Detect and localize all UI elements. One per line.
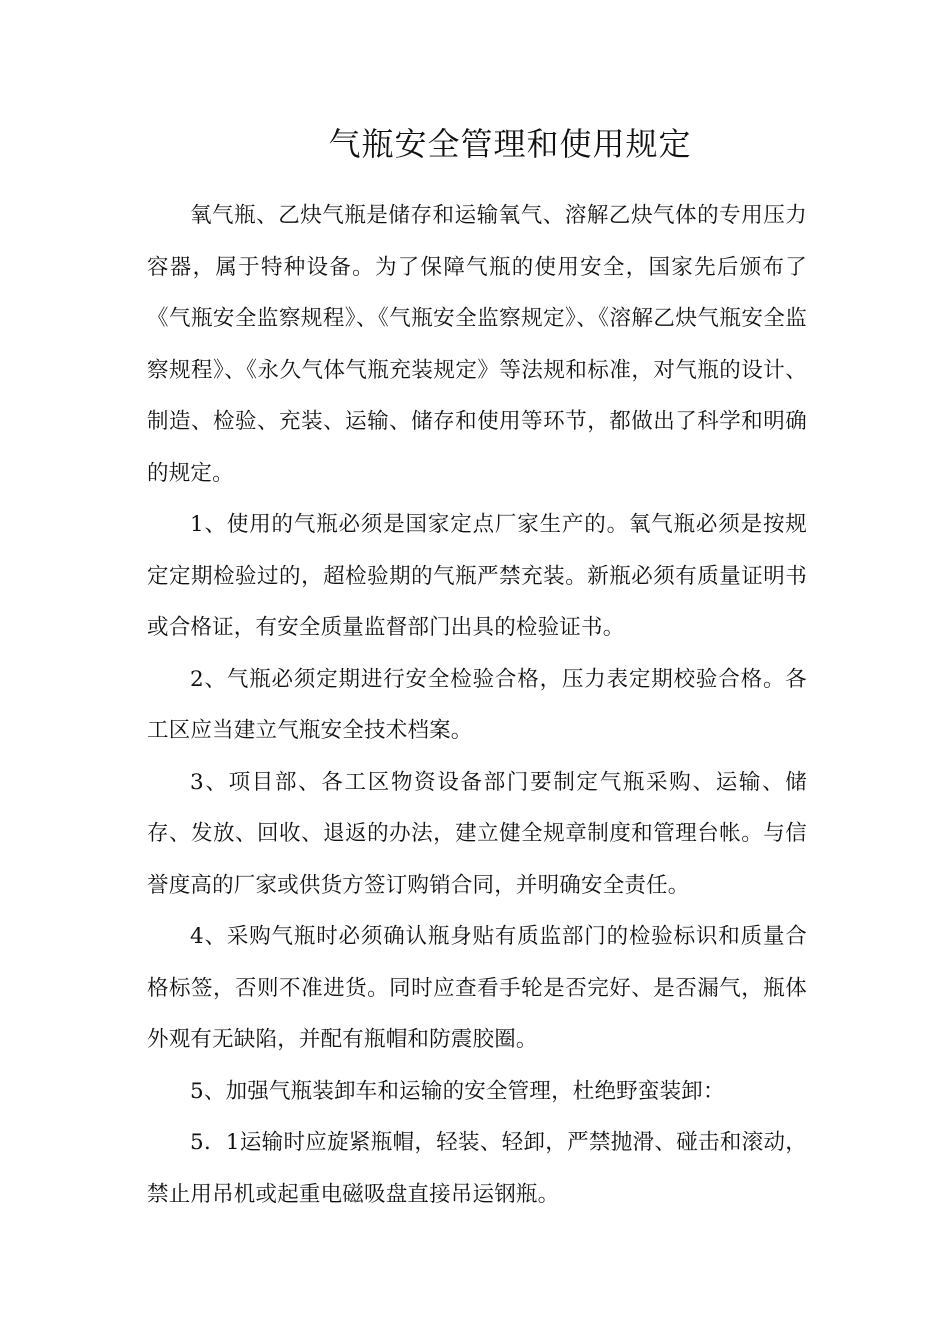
rule-1-paragraph: 1、使用的气瓶必须是国家定点厂家生产的。氧气瓶必须是按规定定期检验过的，超检验期的气瓶严禁充装。新瓶必须有质量证明书或合格证，有安全质量监督部门出具的检验证书。 — [147, 512, 807, 640]
rule-5-paragraph: 5、加强气瓶装卸车和运输的安全管理，杜绝野蛮装卸： — [190, 1078, 725, 1104]
rule-4-paragraph: 4、采购气瓶时必须确认瓶身贴有质监部门的检验标识和质量合格标签，否则不准进货。同时应查看手轮是否完好、是否漏气，瓶体外观有无缺陷，并配有瓶帽和防震胶圈。 — [147, 924, 807, 1052]
rule-3-paragraph: 3、项目部、各工区物资设备部门要制定气瓶采购、运输、储存、发放、回收、退返的办法，建立健全规章制度和管理台帐。与信誉度高的厂家或供货方签订购销合同，并明确安全责任。 — [147, 769, 807, 898]
document-title: 气瓶安全管理和使用规定 — [328, 125, 692, 163]
document-body — [147, 190, 807, 1220]
intro-paragraph: 氧气瓶、乙炔气瓶是储存和运输氧气、溶解乙炔气体的专用压力容器，属于特种设备。为了保障气瓶的使用安全，国家先后颁布了《气瓶安全监察规程》、《气瓶安全监察规定》、《溶解乙炔气瓶安全监察规程》、《永久气体气瓶充装规定》等法规和标准，对气瓶的设计、制造、检验、充装、运输、储存和使用等环节，都做出了科学和明确的规定。 — [147, 203, 807, 486]
rule-2-paragraph: 2、气瓶必须定期进行安全检验合格，压力表定期校验合格。各工区应当建立气瓶安全技术档案。 — [147, 666, 807, 743]
rule-5-1-paragraph: 5．1运输时应旋紧瓶帽，轻装、轻卸，严禁抛滑、碰击和滚动，禁止用吊机或起重电磁吸盘直接吊运钢瓶。 — [147, 1130, 807, 1207]
